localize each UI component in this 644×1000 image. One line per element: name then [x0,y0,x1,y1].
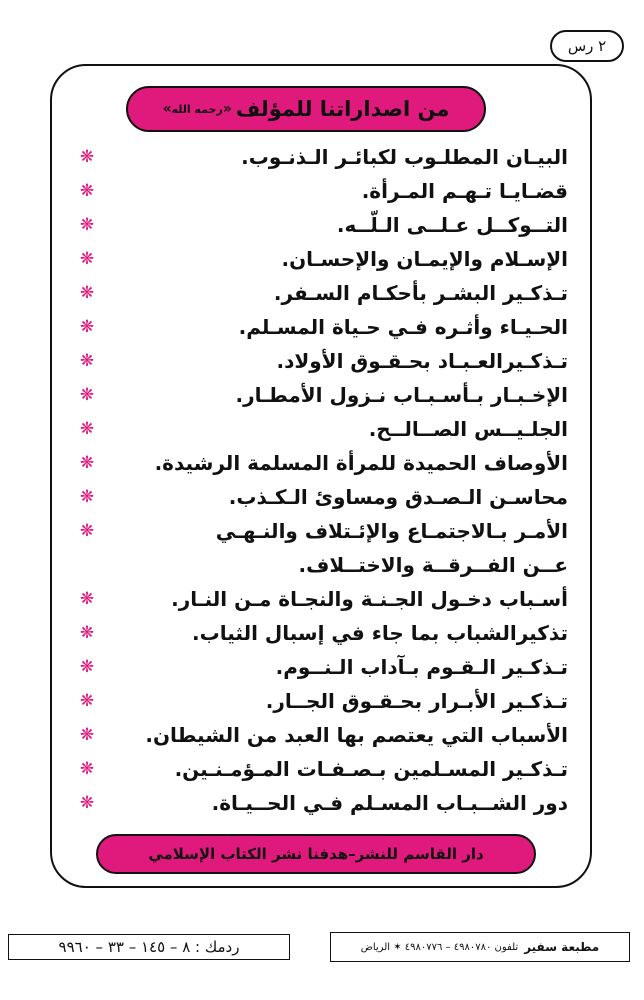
flower-bullet-icon: ❋ [79,147,95,167]
list-item [72,548,572,582]
list-item [72,378,572,412]
list-item [72,174,572,208]
list-item [72,446,572,480]
book-title: الأسباب التي يعتصم بها العبد من الشيطان. [145,723,568,747]
title-subtitle [163,101,232,117]
list-item [72,344,572,378]
page-title [126,86,486,132]
book-list [72,140,572,820]
title-open-quote: « [222,101,232,117]
flower-bullet-icon: ❋ [79,249,95,269]
publisher-text: دار القاسم للنشر–هدفنا نشر الكتاب الإسلامي [148,845,484,863]
book-title: الإخـبـار بـأسـبـاب نـزول الأمطـار. [235,383,568,407]
list-item [72,786,572,820]
publisher-banner [96,834,536,874]
flower-bullet-icon: ❋ [79,385,95,405]
book-title: الحـيـاء وأثـره فـي حـياة المسـلم. [238,315,568,339]
flower-bullet-icon: ❋ [79,283,95,303]
list-item [72,616,572,650]
flower-bullet-icon: ❋ [79,453,95,473]
printer-name: مطبعة سفير [524,940,600,954]
list-item [72,752,572,786]
flower-bullet-icon: ❋ [79,691,95,711]
isbn-box [8,934,290,960]
isbn-text: ردمك : ٨ – ١٤٥ – ٣٣ – ٩٩٦٠ [58,938,240,956]
flower-bullet-icon: ❋ [79,725,95,745]
list-item [72,718,572,752]
book-title: الجلـيــس الصــالــح. [368,417,568,441]
flower-bullet-icon: ❋ [79,351,95,371]
book-title: الإسـلام والإيمـان والإحسـان. [281,247,568,271]
book-title: الأمـر بـالاجتمـاع والإئـتلاف والنـهـي [215,519,568,543]
flower-bullet-icon: ❋ [79,521,95,541]
book-title: محاسـن الـصـدق ومساوئ الـكـذب. [228,485,568,509]
flower-bullet-icon: ❋ [79,181,95,201]
book-title: تـذكـير البشـر بأحكـام السـفر. [273,281,568,305]
list-item [72,480,572,514]
book-title: دور الشــبـاب المسـلم فـي الحــيـاة. [211,791,568,815]
page-number-badge [550,30,624,62]
list-item [72,310,572,344]
flower-bullet-icon: ❋ [79,419,95,439]
book-title: قضـايـا تـهـم المـرأة. [361,179,568,203]
book-title: تـذكـيرالعـبـاد بحـقـوق الأولاد. [276,349,568,373]
book-title: عــن الفــرقــة والاختــلاف. [298,553,568,577]
flower-bullet-icon: ❋ [79,589,95,609]
flower-bullet-icon: ❋ [79,793,95,813]
book-title: الأوصاف الحميدة للمرأة المسلمة الرشيدة. [154,451,568,475]
flower-bullet-icon: ❋ [79,759,95,779]
book-title: تـذكـير الأبـرار بحـقـوق الجــار. [265,689,568,713]
printer-box [330,932,630,962]
book-title: التــوكــل عـلــى الـلّــه. [336,213,568,237]
printer-info: تلفون ٤٩٨٠٧٨٠ – ٤٩٨٠٧٧٦ ✶ الرياض [360,941,519,953]
book-title: البيـان المطلـوب لكبائـر الـذنـوب. [241,145,568,169]
list-item [72,242,572,276]
list-item [72,140,572,174]
list-item [72,684,572,718]
list-item [72,208,572,242]
title-sub-text: رحمه الله [171,103,223,116]
book-title: أسـباب دخـول الجـنـة والنجـاة مـن النـار. [171,587,568,611]
list-item [72,276,572,310]
book-title: تـذكـير الـقـوم بـآداب الـنــوم. [275,655,568,679]
list-item [72,514,572,548]
book-title: تـذكـير المسـلمين بـصـفـات المـؤمـنـين. [174,757,568,781]
flower-bullet-icon: ❋ [79,623,95,643]
list-item [72,412,572,446]
flower-bullet-icon: ❋ [79,215,95,235]
list-item [72,582,572,616]
list-item [72,650,572,684]
book-title: تذكيرالشباب بما جاء في إسبال الثياب. [192,621,568,645]
flower-bullet-icon: ❋ [79,657,95,677]
title-main: من اصداراتنا للمؤلف [235,97,450,121]
flower-bullet-icon: ❋ [79,317,95,337]
page-number-label: ٢ رس [567,37,607,55]
flower-bullet-icon: ❋ [79,487,95,507]
title-close-quote: » [162,101,172,117]
